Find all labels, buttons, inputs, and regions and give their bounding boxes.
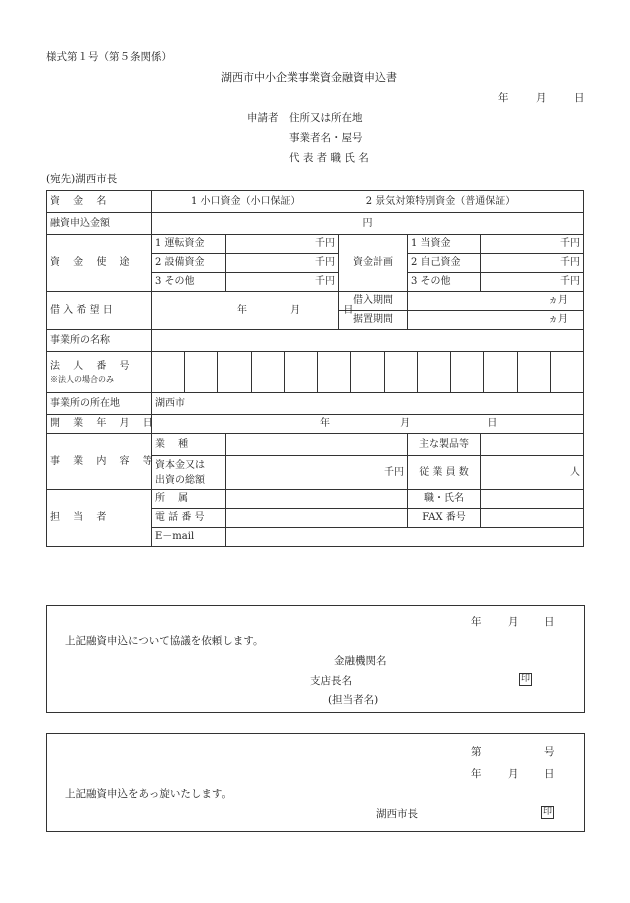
date-month: 月	[536, 92, 547, 104]
corp-no-digit[interactable]	[185, 352, 218, 392]
product-label: 主な製品等	[408, 434, 481, 456]
corp-no-note: ※法人の場合のみ	[50, 374, 114, 384]
city-seal: 印	[543, 807, 553, 817]
product-field[interactable]	[481, 434, 584, 456]
corp-no-digit[interactable]	[451, 352, 484, 392]
applicant-rep-name: 代 表 者 職 氏 名	[289, 152, 369, 164]
corp-no-digit[interactable]	[385, 352, 418, 392]
grace-label: 据置期間	[339, 311, 408, 330]
dept-field[interactable]	[226, 490, 408, 509]
tel-field[interactable]	[226, 509, 408, 528]
city-go: 号	[544, 746, 555, 758]
amount-label: 融資申込金額	[47, 213, 152, 235]
founded-year: 年	[320, 418, 330, 429]
amount-field[interactable]	[152, 213, 584, 235]
corp-no-digit[interactable]	[152, 352, 185, 392]
fund-label: 資 金 名	[47, 191, 152, 213]
desired-day: 日	[343, 304, 354, 316]
staff-label: 従 業 員 数	[408, 456, 481, 490]
corp-no-digit[interactable]	[318, 352, 351, 392]
corp-no-digit[interactable]	[518, 352, 551, 392]
desired-date-field[interactable]	[152, 292, 354, 330]
applicant-business-name: 事業者名・屋号	[289, 132, 363, 144]
grace-field[interactable]	[408, 311, 584, 330]
bank-month: 月	[508, 616, 519, 628]
desired-year: 年	[237, 304, 247, 316]
title-name-field[interactable]	[481, 490, 584, 509]
email-label: E－mail	[152, 528, 226, 547]
period-unit: ヵ月	[548, 295, 569, 306]
application-table	[46, 190, 584, 547]
date-day: 日	[574, 92, 585, 104]
bank-day: 日	[544, 616, 555, 628]
city-year: 年	[471, 768, 482, 780]
staff-field[interactable]: 人	[481, 456, 584, 490]
period-field[interactable]	[408, 292, 584, 311]
title-name-label: 職・氏名	[408, 490, 481, 509]
office-addr-field[interactable]: 湖西市	[152, 393, 584, 415]
contact-label: 担 当 者	[47, 490, 152, 547]
usage-label: 資 金 使 途	[47, 235, 152, 292]
corp-no-label: 法 人 番 号	[50, 360, 135, 372]
capital-field[interactable]: 千円	[226, 456, 408, 490]
fund-option-1[interactable]: 1 小口資金（小口保証）	[191, 195, 301, 207]
office-addr-label: 事業所の所在地	[47, 393, 152, 415]
corp-no-field[interactable]	[152, 352, 584, 393]
office-name-label: 事業所の名称	[47, 330, 152, 352]
usage-amount-2[interactable]: 千円	[226, 254, 339, 273]
plan-item-3: 3 その他	[408, 273, 481, 292]
bank-box	[46, 605, 585, 713]
usage-item-3: 3 その他	[152, 273, 226, 292]
city-no: 第	[471, 746, 482, 758]
office-name-field[interactable]	[152, 330, 584, 352]
founded-day: 日	[487, 418, 498, 429]
founded-month: 月	[400, 418, 411, 429]
bank-contact-label: (担当者名)	[328, 694, 379, 706]
corp-no-digit[interactable]	[351, 352, 384, 392]
corp-no-digit[interactable]	[551, 352, 583, 392]
business-type-label: 業 種	[152, 434, 226, 456]
plan-item-2: 2 自己資金	[408, 254, 481, 273]
applicant-address: 住所又は所在地	[289, 112, 363, 124]
email-field[interactable]	[226, 528, 584, 547]
city-mayor: 湖西市長	[376, 808, 418, 820]
desired-label: 借 入 希 望 日	[47, 292, 152, 330]
fund-options[interactable]	[152, 191, 584, 213]
grace-unit: ヵ月	[548, 314, 569, 325]
amount-unit: 円	[362, 217, 373, 229]
corp-no-digit[interactable]	[484, 352, 517, 392]
tel-label: 電 話 番 号	[152, 509, 226, 528]
corp-no-label-cell	[47, 352, 152, 393]
plan-amount-3[interactable]: 千円	[481, 273, 584, 292]
city-month: 月	[508, 768, 519, 780]
corp-no-digit[interactable]	[218, 352, 251, 392]
fax-label: FAX 番号	[408, 509, 481, 528]
form-number: 様式第１号（第５条関係）	[46, 51, 172, 63]
period-label: 借入期間	[339, 292, 408, 311]
desired-month: 月	[290, 304, 301, 316]
bank-request: 上記融資申込について協議を依頼します。	[65, 635, 264, 647]
branch-manager-label: 支店長名	[310, 675, 352, 687]
fax-field[interactable]	[481, 509, 584, 528]
applicant-label: 申請者	[247, 112, 279, 124]
founded-label: 開 業 年 月 日	[47, 415, 152, 434]
dept-label: 所 属	[152, 490, 226, 509]
bank-seal: 印	[521, 674, 531, 684]
capital-label-cell	[152, 456, 226, 490]
plan-amount-1[interactable]: 千円	[481, 235, 584, 254]
form-title: 湖西市中小企業事業資金融資申込書	[221, 71, 397, 84]
fund-option-2[interactable]: 2 景気対策特別資金（普通保証）	[365, 195, 516, 207]
bank-year: 年	[471, 616, 482, 628]
capital-label-1: 資本金又は	[155, 459, 205, 471]
city-text: 上記融資申込をあっ旋いたします。	[65, 788, 233, 800]
city-day: 日	[544, 768, 555, 780]
plan-label: 資金計画	[339, 235, 408, 292]
date-year: 年	[498, 92, 509, 104]
usage-amount-3[interactable]: 千円	[226, 273, 339, 292]
founded-field[interactable]	[152, 415, 584, 434]
business-label: 事 業 内 容 等	[47, 434, 152, 490]
corp-no-digit[interactable]	[418, 352, 451, 392]
plan-amount-2[interactable]: 千円	[481, 254, 584, 273]
capital-label-2: 出資の総額	[155, 474, 205, 486]
bank-name-label: 金融機関名	[334, 655, 387, 667]
corp-no-digit[interactable]	[252, 352, 285, 392]
business-type-field[interactable]	[226, 434, 408, 456]
usage-amount-1[interactable]: 千円	[226, 235, 339, 254]
addressee: (宛先)湖西市長	[46, 173, 118, 185]
plan-item-1: 1 当資金	[408, 235, 481, 254]
usage-item-2: 2 設備資金	[152, 254, 226, 273]
corp-no-digit[interactable]	[285, 352, 318, 392]
usage-item-1: 1 運転資金	[152, 235, 226, 254]
city-box	[46, 733, 585, 832]
